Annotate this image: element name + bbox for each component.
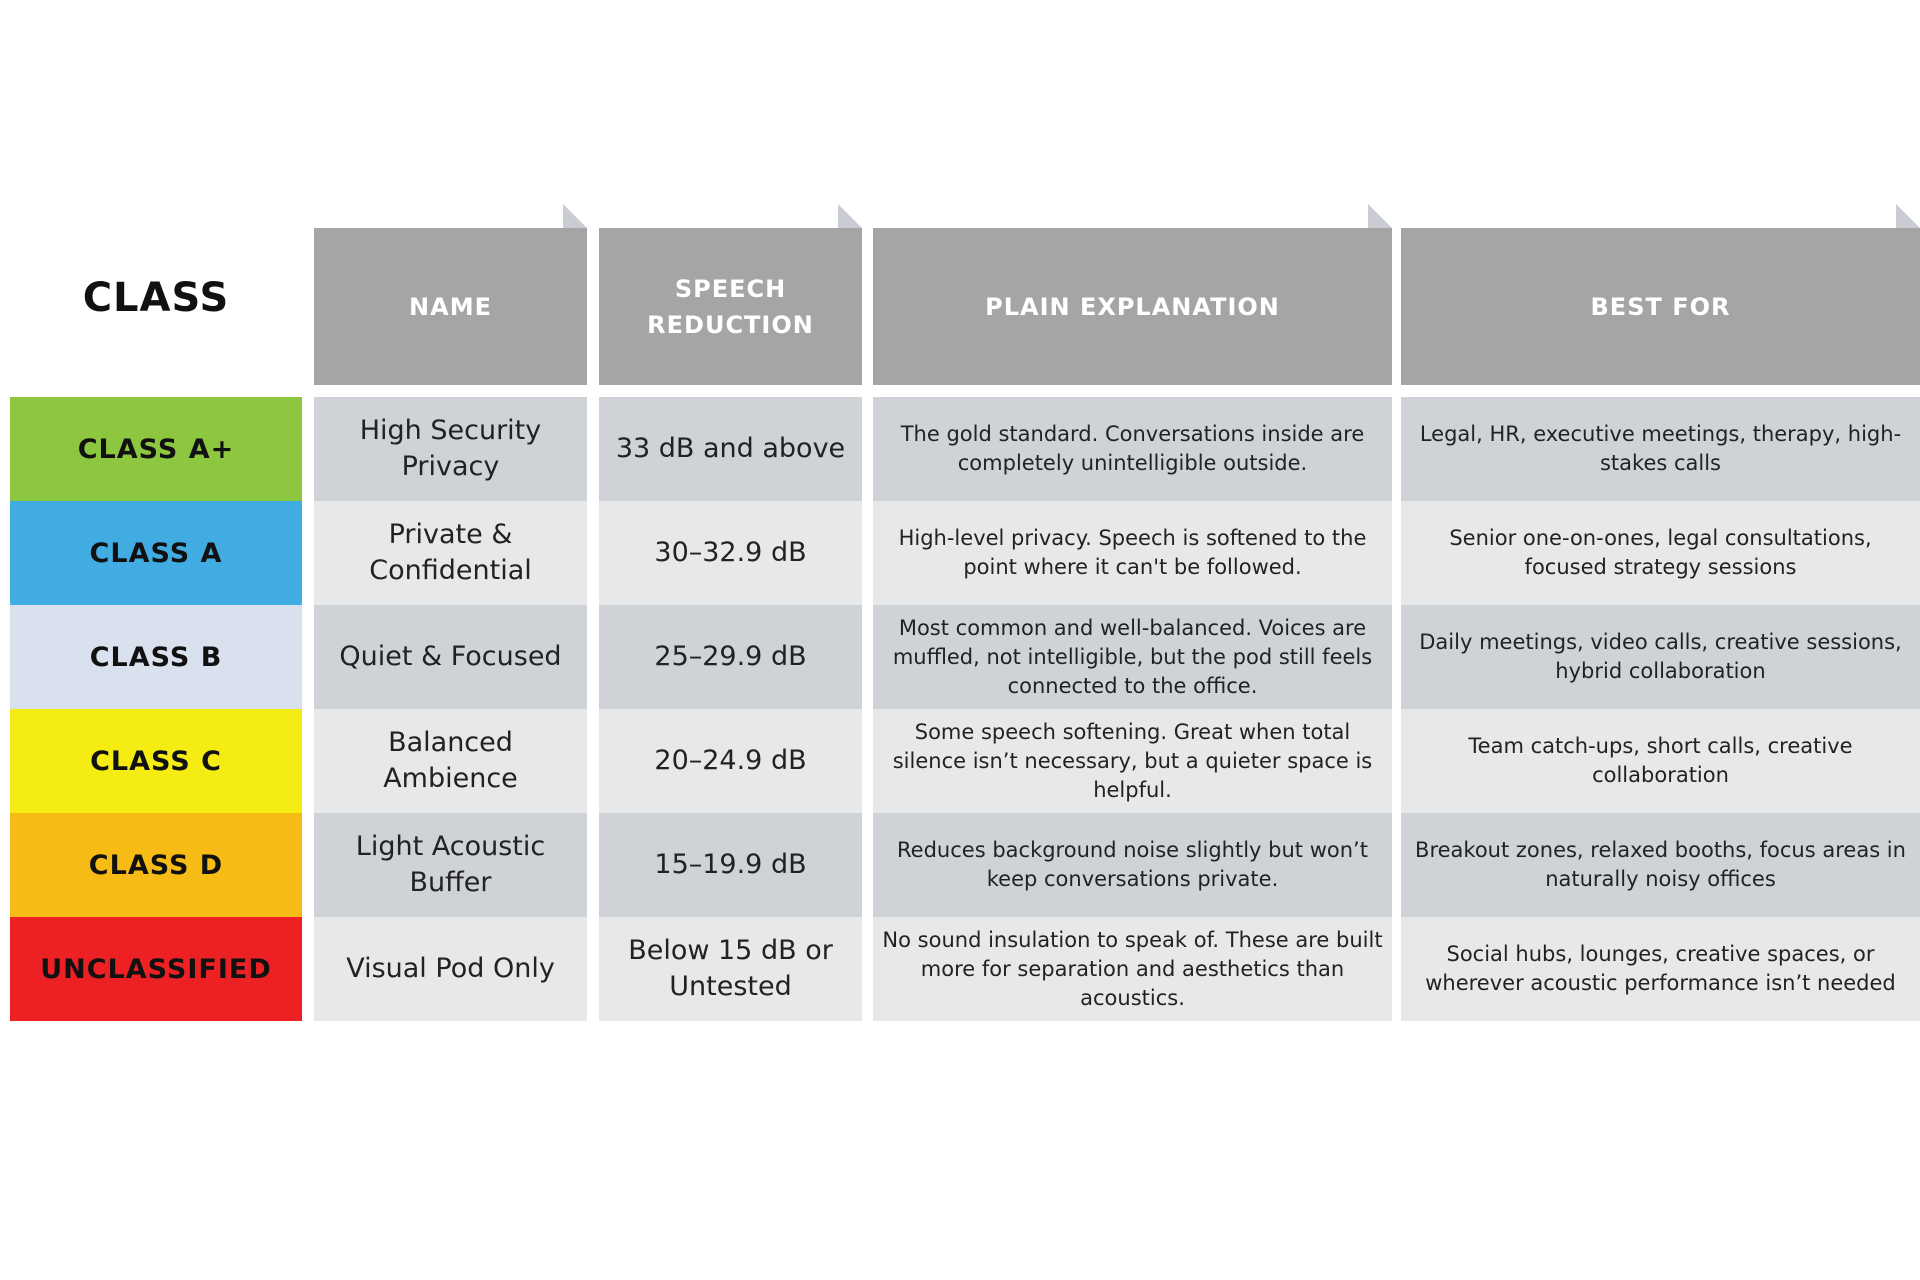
header-name-fold [563,204,587,228]
name-cell: Balanced Ambience [314,709,587,813]
header-explanation-fold [1368,204,1392,228]
name-cell: High Security Privacy [314,397,587,501]
header-plain-explanation: PLAIN EXPLANATION [873,228,1392,385]
header-speech-reduction: SPEECH REDUCTION [599,228,862,385]
best-for-cell: Senior one-on-ones, legal consultations, focused strategy sessions [1401,501,1920,605]
header-best-for-fold [1896,204,1920,228]
class-label: CLASS A [10,501,302,605]
explanation-cell: Most common and well-balanced. Voices are muffled, not intelligible, but the pod still feels connected to the office. [873,605,1392,709]
speech-reduction-cell: 33 dB and above [599,397,862,501]
speech-reduction-cell: 20–24.9 dB [599,709,862,813]
name-cell: Visual Pod Only [314,917,587,1021]
speech-reduction-cell: 25–29.9 dB [599,605,862,709]
header-best-for: BEST FOR [1401,228,1920,385]
class-column-title: CLASS [82,275,230,321]
header-speech-fold [838,204,862,228]
best-for-cell: Team catch-ups, short calls, creative collaboration [1401,709,1920,813]
name-cell: Quiet & Focused [314,605,587,709]
class-label: CLASS A+ [10,397,302,501]
header-name: NAME [314,228,587,385]
explanation-cell: Reduces background noise slightly but won’t keep conversations private. [873,813,1392,917]
speech-reduction-cell: Below 15 dB or Untested [599,917,862,1021]
best-for-cell: Daily meetings, video calls, creative sessions, hybrid collaboration [1401,605,1920,709]
explanation-cell: The gold standard. Conversations inside are completely unintelligible outside. [873,397,1392,501]
explanation-cell: Some speech softening. Great when total silence isn’t necessary, but a quieter space is helpful. [873,709,1392,813]
class-label: CLASS B [10,605,302,709]
speech-reduction-cell: 15–19.9 dB [599,813,862,917]
best-for-cell: Legal, HR, executive meetings, therapy, high-stakes calls [1401,397,1920,501]
class-label: CLASS C [10,709,302,813]
best-for-cell: Social hubs, lounges, creative spaces, or wherever acoustic performance isn’t needed [1401,917,1920,1021]
class-label: CLASS D [10,813,302,917]
name-cell: Light Acoustic Buffer [314,813,587,917]
explanation-cell: High-level privacy. Speech is softened to the point where it can't be followed. [873,501,1392,605]
explanation-cell: No sound insulation to speak of. These are built more for separation and aesthetics than acoustics. [873,917,1392,1021]
name-cell: Private & Confidential [314,501,587,605]
speech-reduction-cell: 30–32.9 dB [599,501,862,605]
best-for-cell: Breakout zones, relaxed booths, focus areas in naturally noisy offices [1401,813,1920,917]
class-label: UNCLASSIFIED [10,917,302,1021]
